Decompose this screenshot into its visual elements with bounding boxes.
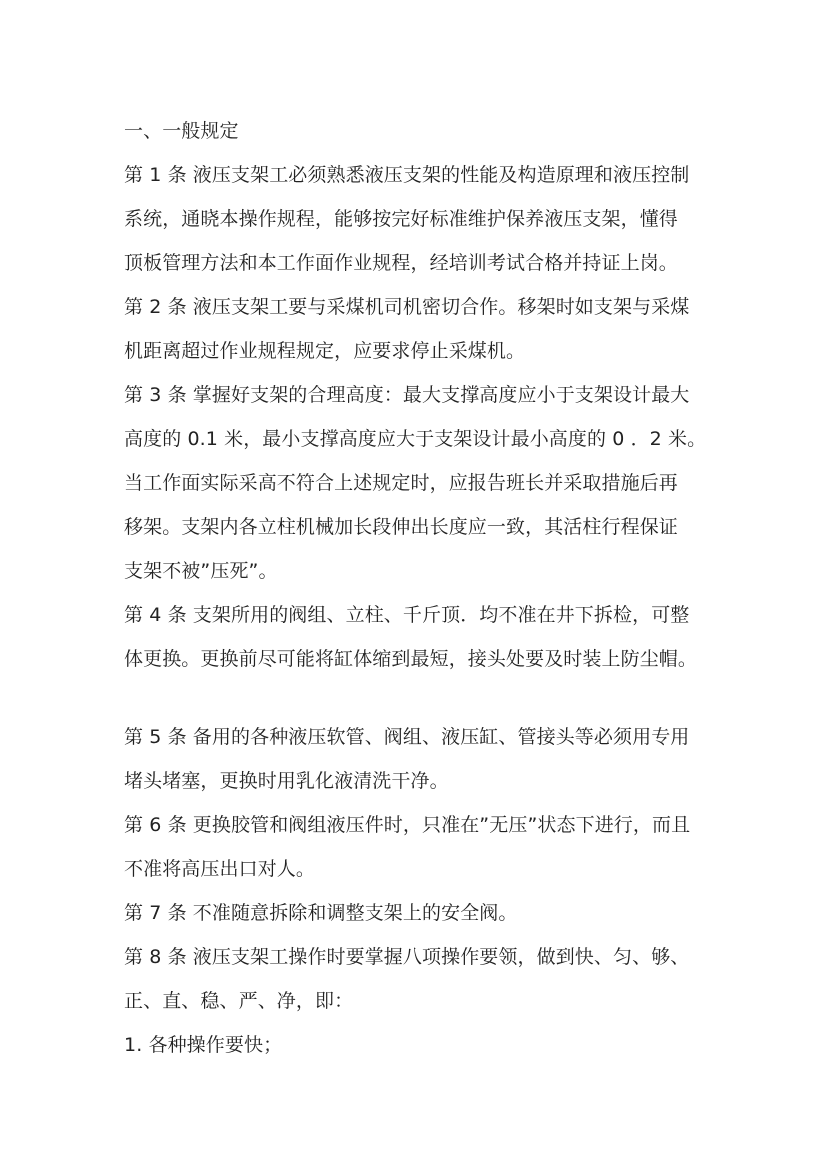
article-3-line-5: 支架不被”压死”。 — [124, 560, 278, 582]
article-3-line-4: 移架。支架内各立柱机械加长段伸出长度应一致，其活柱行程保证 — [124, 516, 678, 538]
article-4-line-2: 体更换。更换前尽可能将缸体缩到最短，接头处要及时装上防尘帽。 — [124, 648, 698, 670]
article-4-line-1: 第 4 条 支架所用的阀组、立柱、千斤顶．均不准在井下拆检，可整 — [124, 604, 690, 626]
article-6-line-2: 不准将高压出口对人。 — [124, 858, 316, 880]
article-8-line-2: 正、直、稳、严、净，即： — [124, 990, 354, 1012]
article-6-line-1: 第 6 条 更换胶管和阀组液压件时，只准在”无压”状态下进行，而且 — [124, 814, 691, 836]
article-7-line-1: 第 7 条 不准随意拆除和调整支架上的安全阀。 — [124, 902, 518, 924]
list-item-1: 1. 各种操作要快； — [124, 1034, 283, 1056]
paragraph-gap — [124, 688, 724, 722]
article-3-line-2: 高度的 0.1 米，最小支撑高度应大于支架设计最小高度的 0 ．2 米。 — [124, 428, 707, 450]
article-2-line-1: 第 2 条 液压支架工要与采煤机司机密切合作。移架时如支架与采煤 — [124, 296, 690, 318]
article-3-line-1: 第 3 条 掌握好支架的合理高度：最大支撑高度应小于支架设计最大 — [124, 384, 690, 406]
document-body — [124, 116, 724, 1074]
article-1-line-2: 系统，通晓本操作规程，能够按完好标准维护保养液压支架，懂得 — [124, 208, 678, 230]
article-1-line-3: 顶板管理方法和本工作面作业规程，经培训考试合格并持证上岗。 — [124, 252, 678, 274]
article-1-line-1: 第 1 条 液压支架工必须熟悉液压支架的性能及构造原理和液压控制 — [124, 164, 690, 186]
article-8-line-1: 第 8 条 液压支架工操作时要掌握八项操作要领，做到快、匀、够、 — [124, 946, 690, 968]
article-2-line-2: 机距离超过作业规程规定，应要求停止采煤机。 — [124, 340, 526, 362]
article-5-line-2: 堵头堵塞，更换时用乳化液清洗干净。 — [124, 770, 449, 792]
section-heading: 一、一般规定 — [124, 120, 239, 142]
article-5-line-1: 第 5 条 备用的各种液压软管、阀组、液压缸、管接头等必须用专用 — [124, 726, 690, 748]
article-3-line-3: 当工作面实际采高不符合上述规定时，应报告班长并采取措施后再 — [124, 472, 678, 494]
